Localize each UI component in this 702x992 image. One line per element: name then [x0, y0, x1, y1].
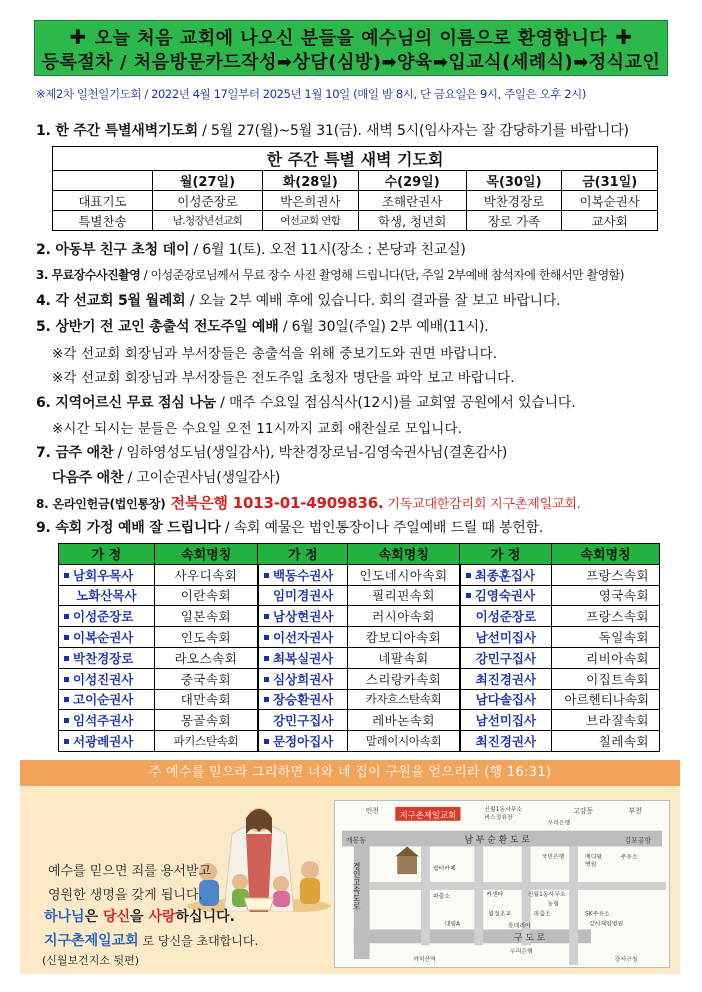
cell-name: 프랑스속회 — [552, 606, 660, 627]
row-label: 특별찬송 — [53, 211, 153, 231]
bullet-icon — [64, 697, 69, 702]
svg-text:구 도 로: 구 도 로 — [513, 933, 546, 944]
svg-text:신월1동사무소: 신월1동사무소 — [484, 806, 523, 813]
svg-text:강서구청: 강서구청 — [614, 957, 638, 964]
family-name: 장승환권사 — [258, 689, 348, 710]
cell-name: 중국속회 — [154, 668, 258, 689]
cell-name: 일본속회 — [154, 606, 258, 627]
church-name: 지구촌제일교회 — [44, 933, 139, 949]
cell-name: 스리랑카속회 — [348, 668, 460, 689]
family-name: 이선자권사 — [258, 627, 348, 648]
love-word: 사랑 — [148, 909, 176, 925]
item-9-head: 9. 속회 가정 예배 잘 드립니다 — [36, 520, 221, 536]
table-row — [59, 606, 660, 627]
svg-text:인천: 인천 — [365, 806, 379, 815]
cross-icon: ✚ — [615, 25, 633, 49]
item-3-head: 3. 무료장수사진촬영 — [36, 268, 141, 282]
god-word: 하나님 — [44, 909, 85, 925]
col-header-cell: 속회명칭 — [154, 544, 258, 565]
footer-line-1: 예수를 믿으면 죄를 용서받고 — [48, 864, 212, 879]
table-row — [59, 647, 660, 668]
bullet-icon — [264, 614, 269, 619]
item-7-head: 7. 금주 애찬 — [36, 445, 114, 461]
family-name: 심상희권사 — [258, 668, 348, 689]
item-4 — [36, 290, 560, 310]
svg-text:메디팜: 메디팜 — [585, 854, 603, 861]
footer-line-4: 지구촌제일교회 로 당신을 초대합니다. — [44, 933, 259, 949]
col-header-family: 가 정 — [258, 544, 348, 565]
family-name: 최복실권사 — [258, 647, 348, 668]
svg-text:월정초교: 월정초교 — [488, 911, 511, 918]
bullet-icon — [64, 677, 69, 682]
svg-text:파출소: 파출소 — [432, 893, 450, 900]
svg-text:신월1동사무소: 신월1동사무소 — [527, 891, 566, 898]
cell-name: 파키스탄속회 — [154, 731, 258, 752]
item-5-note-2: ※각 선교회 회장님과 부서장들은 전도주일 초청자 명단을 파악 보고 바랍니다. — [52, 370, 515, 386]
table-row — [59, 710, 660, 731]
cell-name: 리비아속회 — [552, 647, 660, 668]
bullet-icon — [264, 677, 269, 682]
prayer-schedule-table — [52, 146, 658, 231]
item-6-text: / 매주 수요일 점심식사(12시)를 교회옆 공원에서 있습니다. — [215, 395, 576, 411]
bullet-icon — [64, 573, 69, 578]
svg-text:SK주유소: SK주유소 — [585, 911, 610, 918]
family-name: 임미경권사 — [258, 585, 348, 606]
item-2 — [36, 239, 466, 259]
welcome-text: 오늘 처음 교회에 나오신 분들을 예수님의 이름으로 환영합니다 — [94, 28, 608, 49]
bullet-icon — [64, 656, 69, 661]
item-8-head: 8. 온라인헌금(법인통장) — [36, 497, 166, 511]
item-3-text: / 이성준장로님께서 무료 장수 사진 촬영해 드립니다(단, 주일 2부예배 참석자에 한해서만 촬영함) — [140, 268, 624, 282]
cell-name: 러시아속회 — [348, 606, 460, 627]
item-5-text: / 6월 30일(주일) 2부 예배(11시). — [278, 319, 489, 335]
cell-name: 독일속회 — [552, 627, 660, 648]
jesus-children-illustration — [184, 794, 334, 912]
table-row — [59, 731, 660, 752]
bullet-icon — [264, 739, 269, 744]
cell-name: 아르헨티나속회 — [552, 689, 660, 710]
bullet-icon — [466, 573, 471, 578]
cross-icon: ✚ — [69, 25, 87, 49]
table-row — [59, 689, 660, 710]
family-name: 최종훈집사 — [460, 564, 552, 585]
item-7-next — [52, 467, 280, 487]
day-header: 화(28일) — [262, 171, 358, 191]
family-name: 남다솔집사 — [460, 689, 552, 710]
prayer-cell: 조해란권사 — [358, 191, 466, 211]
item-7-next-head: 다음주 애찬 — [52, 470, 124, 486]
item-6 — [36, 392, 576, 412]
item-6-note: ※시간 되시는 분들은 수요일 오전 11시까지 교회 애찬실로 모입니다. — [52, 421, 462, 437]
cell-name: 칠레속회 — [552, 731, 660, 752]
family-name: 문정아집사 — [258, 731, 348, 752]
item-1-head: 1. 한 주간 특별새벽기도회 — [36, 123, 198, 139]
table-row — [59, 627, 660, 648]
cell-name: 인도네시아속회 — [348, 564, 460, 585]
bullet-icon — [264, 656, 269, 661]
church-location-map — [334, 800, 670, 968]
cell-name: 영국속회 — [552, 585, 660, 606]
item-2-head: 2. 아동부 친구 초청 데이 — [36, 242, 190, 258]
svg-text:파출소: 파출소 — [533, 911, 551, 918]
svg-text:고강동: 고강동 — [573, 806, 594, 815]
prayer-cell: 교사회 — [562, 211, 658, 231]
item-4-text: / 오늘 2부 예배 후에 있습니다. 회의 결과를 잘 보고 바랍니다. — [185, 293, 561, 309]
svg-text:까치산역: 까치산역 — [413, 957, 436, 964]
bank-account: 전북은행 1013-01-4909836. — [165, 494, 384, 512]
svg-text:김포공항: 김포공항 — [624, 836, 652, 845]
prayer-table-corner — [53, 171, 153, 191]
svg-text:부천: 부천 — [628, 806, 642, 815]
bullet-icon — [64, 614, 69, 619]
family-name: 박찬경장로 — [59, 647, 155, 668]
bible-verse: 주 예수를 믿으라 그리하면 너와 네 집이 구원을 얻으리라 (행 16:31) — [20, 760, 680, 786]
family-name: 강민구집사 — [460, 647, 552, 668]
footer-line-2: 영원한 생명을 갖게 됩니다. — [48, 888, 203, 903]
day-header: 월(27일) — [153, 171, 263, 191]
welcome-line — [35, 24, 667, 50]
cell-name: 카자흐스탄속회 — [348, 689, 460, 710]
footer-invitation — [20, 760, 680, 974]
welcome-banner — [34, 20, 668, 76]
cell-name: 네팔속회 — [348, 647, 460, 668]
footer-location: (신월보건지소 뒷편) — [42, 954, 140, 967]
family-name: 강민구집사 — [258, 710, 348, 731]
prayer-cell: 남.청장년선교회 — [153, 211, 263, 231]
family-name: 남회우목사 — [59, 564, 155, 585]
col-header-cell: 속회명칭 — [552, 544, 660, 565]
svg-text:주유소: 주유소 — [620, 854, 638, 861]
item-7-text: / 임하영성도님(생일감사), 박찬경장로님-김영숙권사님(결혼감사) — [113, 445, 508, 461]
family-name: 남선미집사 — [460, 710, 552, 731]
item-3 — [36, 266, 624, 283]
svg-text:롯데리아: 롯데리아 — [507, 923, 531, 930]
item-6-head: 6. 지역어르신 무료 점심 나눔 — [36, 395, 216, 411]
svg-text:대림A: 대림A — [444, 921, 461, 928]
col-header-family: 가 정 — [460, 544, 552, 565]
family-name: 서광례권사 — [59, 731, 155, 752]
svg-text:카센타: 카센타 — [486, 891, 504, 898]
svg-text:경인고속도로: 경인고속도로 — [352, 862, 362, 910]
family-name: 김영숙권사 — [460, 585, 552, 606]
family-name: 이성준장로 — [460, 606, 552, 627]
item-7 — [36, 442, 507, 462]
bullet-icon — [264, 573, 269, 578]
cell-name: 이집트속회 — [552, 668, 660, 689]
item-7-next-text: / 고이순권사님(생일감사) — [123, 470, 281, 486]
bullet-icon — [64, 739, 69, 744]
prayer-notice: ※제2차 일천일기도회 / 2022년 4월 17일부터 2025년 1월 10일 (매일 밤 8시, 단 금요일은 9시, 주일은 오후 2시) — [36, 87, 586, 101]
account-owner: 기독교대한감리회 지구촌제일교회. — [383, 497, 581, 512]
prayer-cell: 여선교회 연합 — [262, 211, 358, 231]
cell-name: 브라질속회 — [552, 710, 660, 731]
item-1-text: / 5월 27(월)~5월 31(금). 새벽 5시(임사자는 잘 감당하기를 바랍니다) — [197, 123, 629, 139]
svg-text:병원: 병원 — [585, 862, 597, 869]
family-name: 남선미집사 — [460, 627, 552, 648]
family-name: 백동수권사 — [258, 564, 348, 585]
family-name: 이복순권사 — [59, 627, 155, 648]
cell-name: 인도속회 — [154, 627, 258, 648]
map-church-label: 지구촌제일교회 — [399, 809, 457, 820]
svg-text:농협: 농협 — [547, 901, 559, 908]
cell-name: 이란속회 — [154, 585, 258, 606]
cell-name: 몽골속회 — [154, 710, 258, 731]
prayer-cell: 장로 가족 — [466, 211, 562, 231]
cell-name: 필리핀속회 — [348, 585, 460, 606]
day-header: 목(30일) — [466, 171, 562, 191]
svg-text:우리은행: 우리은행 — [547, 820, 571, 827]
item-5-head: 5. 상반기 전 교인 총출석 전도주일 예배 — [36, 319, 279, 335]
family-name: 이성진권사 — [59, 668, 155, 689]
row-label: 대표기도 — [53, 191, 153, 211]
cell-name: 대만속회 — [154, 689, 258, 710]
col-header-cell: 속회명칭 — [348, 544, 460, 565]
item-4-head: 4. 각 선교회 5월 월례회 — [36, 293, 186, 309]
item-9-text: / 속회 예물은 법인통장이나 주일예배 드릴 때 봉헌함. — [220, 520, 544, 536]
item-5-note-1: ※각 선교회 회장님과 부서장들은 총출석을 위해 중보기도와 권면 바랍니다. — [52, 346, 498, 362]
prayer-cell: 박찬경장로 — [466, 191, 562, 211]
col-header-family: 가 정 — [59, 544, 155, 565]
prayer-cell: 박은희권사 — [262, 191, 358, 211]
family-name: 남상현권사 — [258, 606, 348, 627]
day-header: 금(31일) — [562, 171, 658, 191]
bullet-icon — [466, 593, 471, 598]
svg-text:우리은행: 우리은행 — [509, 949, 533, 956]
prayer-cell: 이성준장로 — [153, 191, 263, 211]
table-row — [59, 668, 660, 689]
item-9 — [36, 517, 543, 537]
family-name: 최진경권사 — [460, 731, 552, 752]
prayer-table-title: 한 주간 특별 새벽 기도회 — [53, 147, 658, 171]
registration-steps: 등록절차 / 처음방문카드작성➡상담(심방)➡양육➡입교식(세례식)➡정식교인 — [41, 52, 661, 73]
svg-text:버스정류장: 버스정류장 — [484, 814, 513, 821]
item-5 — [36, 316, 488, 336]
bullet-icon — [64, 635, 69, 640]
svg-text:국민은행: 국민은행 — [541, 854, 565, 861]
bullet-icon — [264, 635, 269, 640]
svg-text:쉼터카페: 쉼터카페 — [432, 866, 456, 873]
cell-name: 캄보디아속회 — [348, 627, 460, 648]
table-row — [59, 585, 660, 606]
family-name: 최진경권사 — [460, 668, 552, 689]
item-1 — [36, 120, 629, 140]
prayer-cell: 학생, 청년회 — [358, 211, 466, 231]
family-name: 노화산목사 — [59, 585, 155, 606]
svg-text:남 부 순 환 도 로: 남 부 순 환 도 로 — [464, 835, 530, 846]
cell-name: 프랑스속회 — [552, 564, 660, 585]
day-header: 수(29일) — [358, 171, 466, 191]
cell-name: 말레이시아속회 — [348, 731, 460, 752]
family-name: 고이순권사 — [59, 689, 155, 710]
family-name: 임석주권사 — [59, 710, 155, 731]
bullet-icon — [64, 718, 69, 723]
table-row — [59, 564, 660, 585]
family-name: 이성준장로 — [59, 606, 155, 627]
svg-text:개봉동: 개봉동 — [345, 836, 366, 845]
you-word: 당신 — [102, 909, 131, 925]
item-2-text: / 6월 1(토). 오전 11시(장소 : 본당과 친교실) — [189, 242, 466, 258]
bullet-icon — [264, 697, 269, 702]
cell-group-table — [58, 543, 660, 752]
footer-line-3: 하나님은 당신을 사랑하십니다. — [44, 909, 235, 925]
prayer-cell: 이복순권사 — [562, 191, 658, 211]
cell-name: 레바논속회 — [348, 710, 460, 731]
cell-name: 라오스속회 — [154, 647, 258, 668]
svg-text:강서제일병원: 강서제일병원 — [588, 921, 624, 928]
cell-name: 사우디속회 — [154, 564, 258, 585]
item-8 — [36, 492, 581, 513]
